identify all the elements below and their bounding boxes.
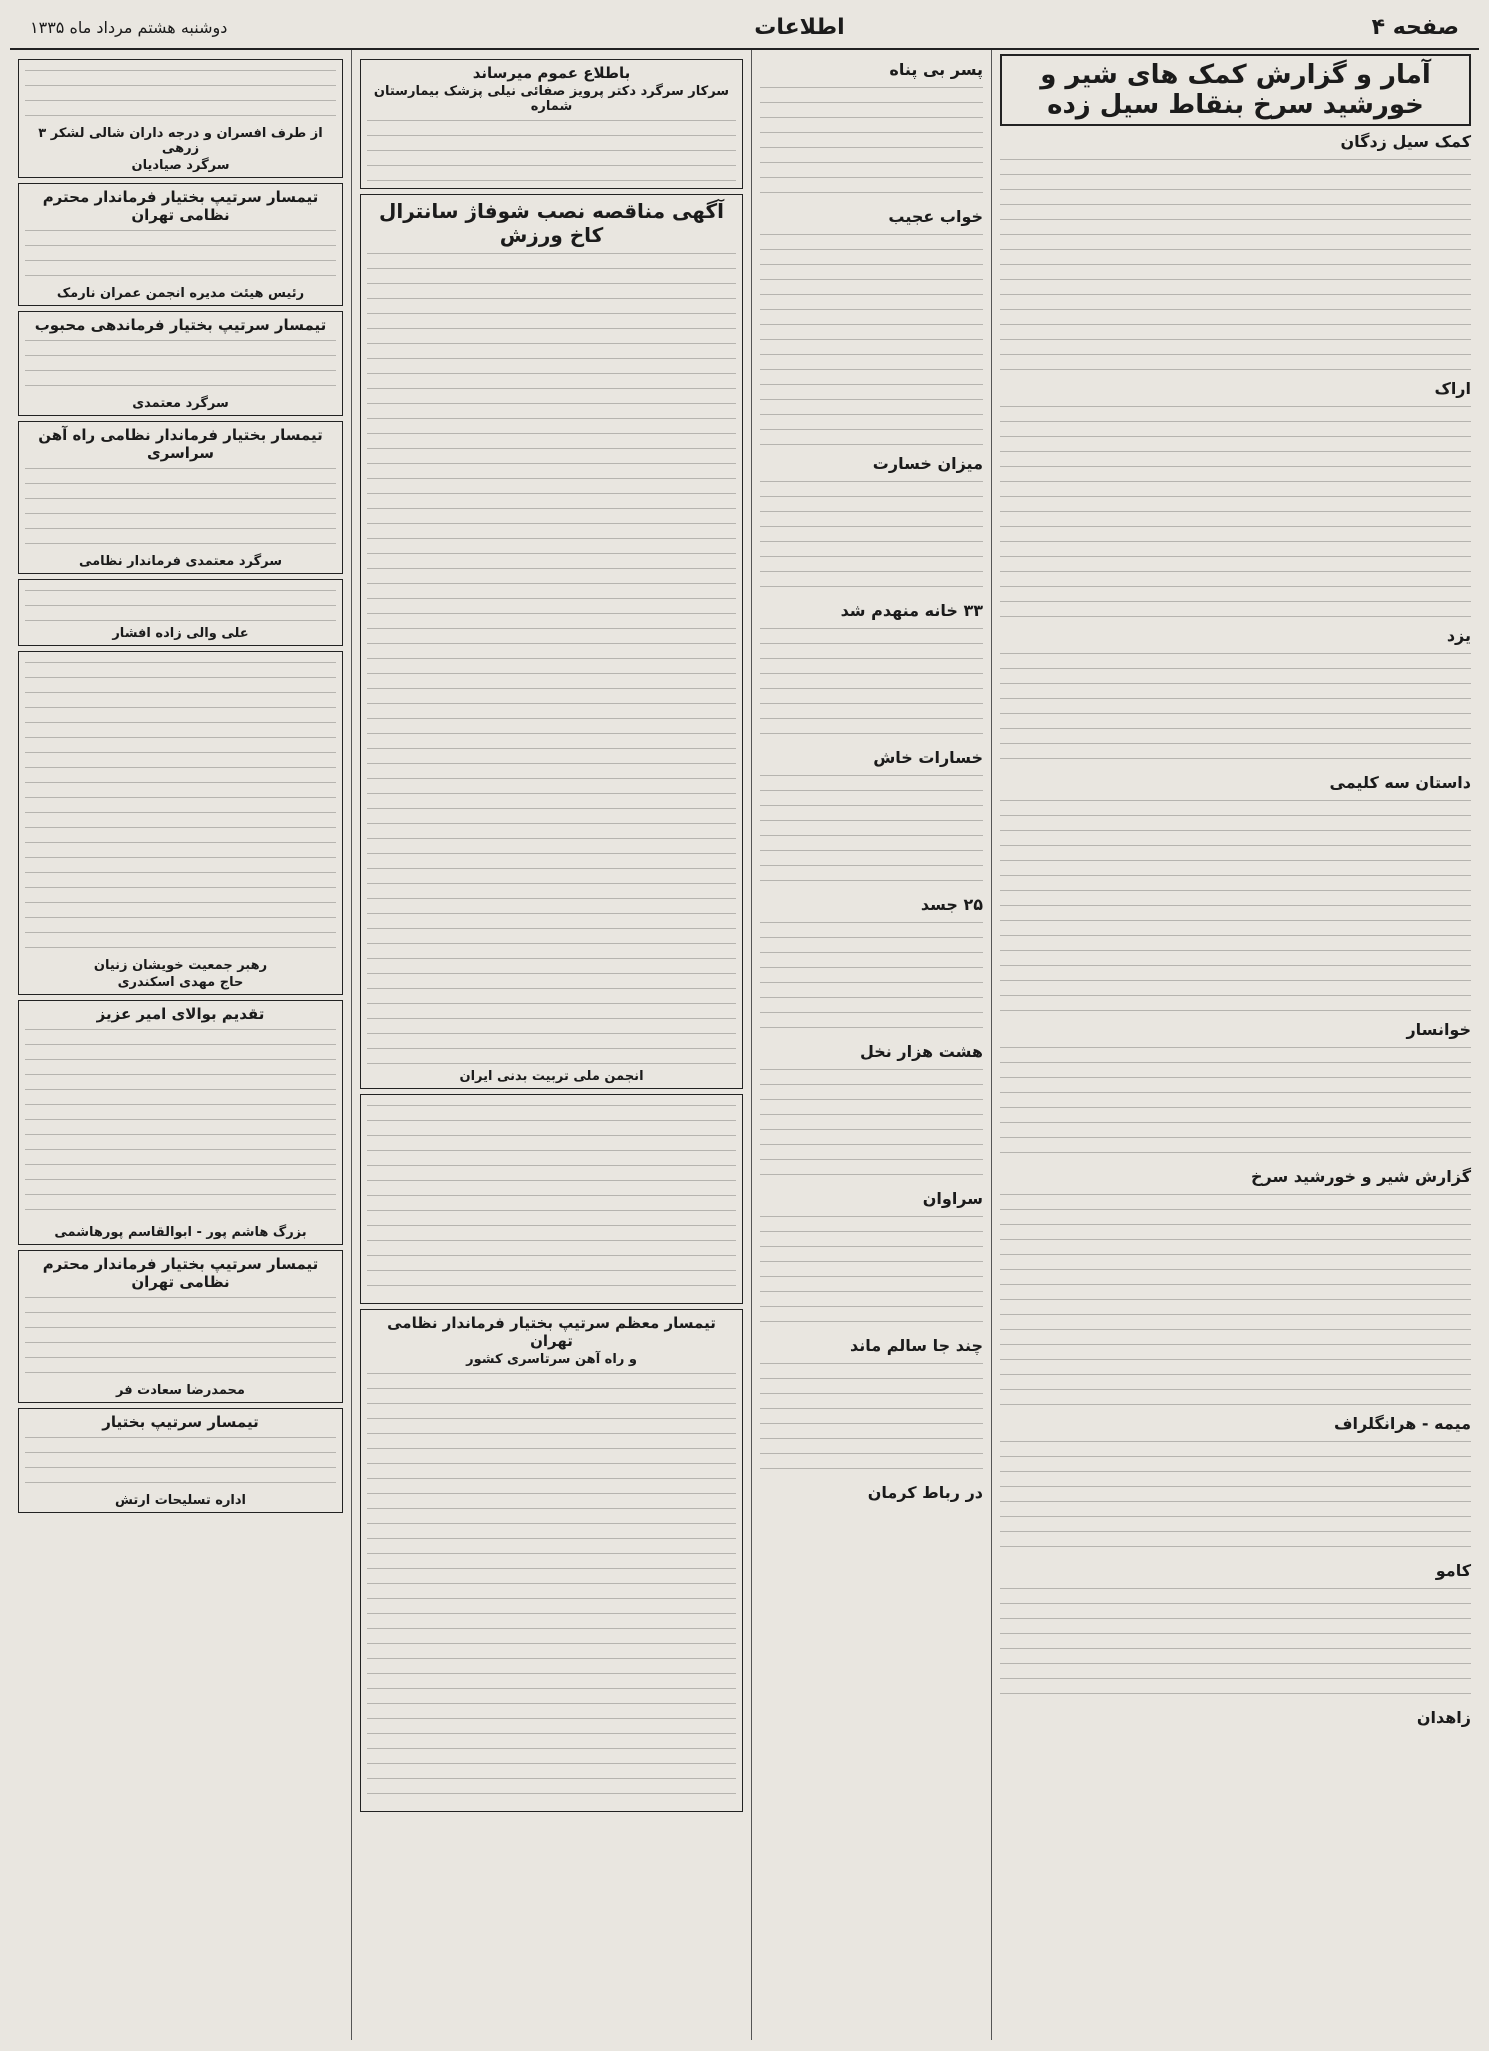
subhead: میزان خسارت: [872, 454, 983, 473]
article-text: [760, 228, 983, 448]
notice-signature: حاج مهدی اسکندری: [117, 975, 244, 990]
subhead: پسر بی پناه: [889, 60, 983, 79]
notice-text: [25, 1431, 336, 1491]
thanks-box: [360, 1309, 743, 1812]
article-text: [760, 1357, 983, 1477]
article-text: [1000, 400, 1471, 620]
article-text: [760, 1063, 983, 1183]
notice-signature: بزرگ هاشم پور - ابوالقاسم پورهاشمی: [54, 1225, 307, 1240]
subhead: خسارات خاش: [873, 748, 983, 767]
notice-box: [18, 651, 343, 995]
notice-title: تیمسار سرتیپ بختیار فرماندهی محبوب: [34, 316, 327, 334]
notice-box: [360, 59, 743, 189]
tender-signature: انجمن ملی تربیت بدنی ایران: [459, 1069, 644, 1084]
article-text: [760, 769, 983, 889]
notice-signature: علی والی زاده افشار: [112, 626, 249, 641]
tender-title: آگهی مناقصه نصب شوفاژ سانترال کاخ ورزش: [379, 199, 724, 247]
subhead: یزد: [1446, 626, 1471, 645]
tender-text: [367, 247, 736, 1067]
subhead: چند جا سالم ماند: [849, 1336, 983, 1355]
thanks-title: تیمسار معظم سرتیپ بختیار فرماندار نظامی تهران: [387, 1314, 716, 1350]
notice-box: [18, 421, 343, 574]
article-text: [1000, 1435, 1471, 1555]
subhead: خوانسار: [1406, 1020, 1471, 1039]
subhead: ۲۵ جسد: [920, 895, 983, 914]
page-number: صفحه ۴: [1371, 14, 1459, 40]
subhead: خواب عجیب: [888, 207, 983, 226]
column-side-news: [751, 50, 991, 2040]
subhead: اراک: [1434, 379, 1471, 398]
article-text: [1000, 794, 1471, 1014]
subhead: داستان سه کلیمی: [1329, 773, 1471, 792]
notice-signature: سرگرد معتمدی: [132, 396, 229, 411]
subhead: کامو: [1435, 1561, 1471, 1580]
main-headline: آمار و گزارش کمک های شیر و خورشید سرخ بنقاط سیل زده: [1000, 54, 1471, 126]
notice-box: [18, 59, 343, 178]
issue-date: دوشنبه هشتم مرداد ماه ۱۳۳۵: [30, 17, 228, 37]
notice-title: تیمسار سرتیپ بختیار: [102, 1413, 259, 1431]
article-text: [760, 81, 983, 201]
notice-text: [25, 462, 336, 552]
notice-title: باطلاع عموم میرساند: [472, 64, 631, 82]
article-text: [1000, 1582, 1471, 1702]
subhead: سراوان: [922, 1189, 983, 1208]
condolence-text: [367, 1099, 736, 1299]
notice-title: تقدیم بوالای امیر عزیز: [96, 1005, 265, 1023]
article-text: [760, 475, 983, 595]
notice-title: تیمسار سرتیپ بختیار فرماندار محترم نظامی تهران: [42, 1255, 319, 1291]
notice-box: [18, 183, 343, 306]
notice-signature: رهبر جمعیت خویشان زنیان: [93, 958, 268, 973]
notice-signature: سرگرد صیادیان: [131, 158, 230, 173]
subhead: زاهدان: [1416, 1708, 1471, 1727]
notice-text: [25, 584, 336, 624]
notice-text: [25, 64, 336, 124]
subhead: هشت هزار نخل: [859, 1042, 983, 1061]
notice-signature: از طرف افسران و درجه داران شالی لشکر ۳ زرهی: [38, 126, 323, 156]
subhead: میمه - هرانگلراف: [1333, 1414, 1471, 1433]
subhead: گزارش شیر و خورشید سرخ: [1251, 1167, 1471, 1186]
article-text: [1000, 1188, 1471, 1408]
thanks-text: [367, 1367, 736, 1807]
notice-text: [25, 1291, 336, 1381]
notice-signature: رئیس هیئت مدیره انجمن عمران نارمک: [56, 286, 305, 301]
columns: [10, 50, 1479, 2040]
condolence-box: [360, 1094, 743, 1304]
newspaper-name: اطلاعات: [754, 14, 845, 40]
article-text: [760, 622, 983, 742]
article-text: [760, 916, 983, 1036]
article-text: [1000, 153, 1471, 373]
notice-subtitle: سرکار سرگرد دکتر پرویز صفائی نیلی پزشک بیمارستان شماره: [373, 84, 730, 114]
subhead: کمک سیل زدگان: [1340, 132, 1471, 151]
notice-title: تیمسار بختیار فرماندار نظامی راه آهن سراسری: [38, 426, 323, 462]
notice-text: [25, 334, 336, 394]
article-text: [1000, 647, 1471, 767]
notice-box: [18, 1250, 343, 1403]
column-notices: [10, 50, 351, 2040]
thanks-subtitle: و راه آهن سرتاسری کشور: [466, 1352, 637, 1367]
article-text: [760, 1210, 983, 1330]
notice-signature: محمدرضا سعادت فر: [116, 1383, 245, 1398]
notice-title: تیمسار سرتیپ بختیار فرماندار محترم نظامی تهران: [42, 188, 319, 224]
masthead: [10, 6, 1479, 50]
article-text: [1000, 1041, 1471, 1161]
tender-ad: [360, 194, 743, 1089]
notice-box: [18, 1408, 343, 1513]
notice-box: [18, 311, 343, 416]
subhead: در رباط کرمان: [867, 1483, 983, 1502]
column-flood-report: [991, 50, 1479, 2040]
notice-text: [25, 224, 336, 284]
notice-box: [18, 1000, 343, 1245]
notice-box: [18, 579, 343, 646]
notice-text: [367, 114, 736, 184]
column-ads: [351, 50, 751, 2040]
notice-signature: اداره تسلیحات ارتش: [114, 1493, 247, 1508]
subhead: ۳۳ خانه منهدم شد: [840, 601, 983, 620]
notice-text: [25, 1023, 336, 1223]
notice-text: [25, 656, 336, 956]
notice-signature: سرگرد معتمدی فرماندار نظامی: [78, 554, 283, 569]
